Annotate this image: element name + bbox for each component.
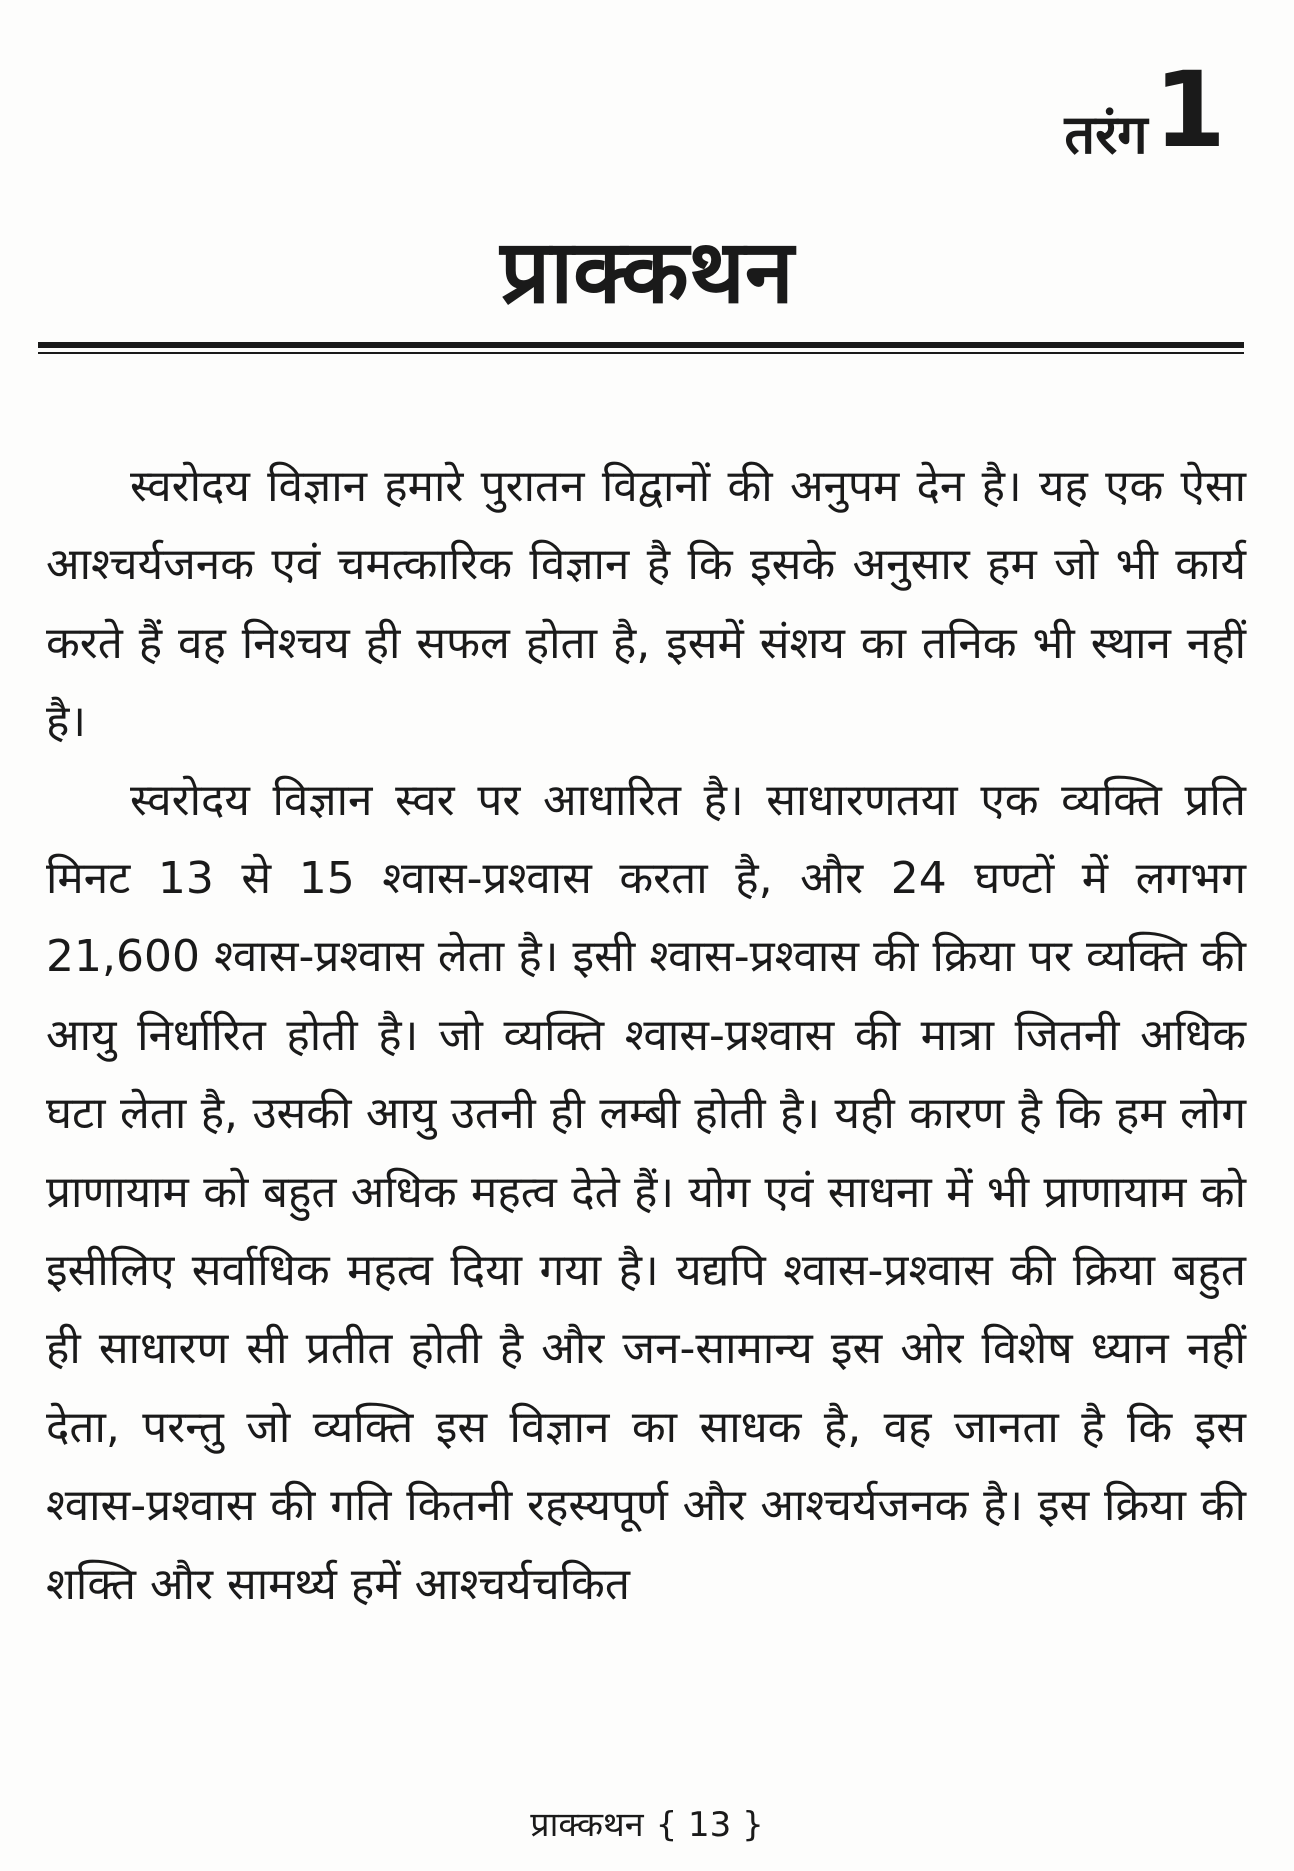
paragraph-1: स्वरोदय विज्ञान हमारे पुरातन विद्वानों की अनुपम देन है। यह एक ऐसा आश्चर्यजनक एवं चमत्कारिक विज्ञान है कि इसके अनुसार हम जो भी कार्य करते हैं वह निश्चय ही सफल होता है, इसमें संशय का तनिक भी स्थान नहीं है। — [46, 461, 1246, 748]
page-footer — [0, 1805, 1294, 1845]
chapter-title: प्राक्कथन — [500, 220, 794, 323]
title-rule-thin — [38, 352, 1244, 354]
chapter-label — [1064, 49, 1226, 171]
paragraph-2: स्वरोदय विज्ञान स्वर पर आधारित है। साधारणतया एक व्यक्ति प्रति मिनट 13 से 15 श्वास-प्रश्वास करता है, और 24 घण्टों में लगभग 21,600 श्वास-प्रश्वास लेता है। इसी श्वास-प्रश्वास की क्रिया पर व्यक्ति की आयु निर्धारित होती है। जो व्यक्ति श्वास-प्रश्वास की मात्रा जितनी अधिक घटा लेता है, उसकी आयु उतनी ही लम्बी होती है। यही कारण है कि हम लोग प्राणायाम को बहुत अधिक महत्व देते हैं। योग एवं साधना में भी प्राणायाम को इसीलिए सर्वाधिक महत्व दिया गया है। यद्यपि श्वास-प्रश्वास की क्रिया बहुत ही साधारण सी प्रतीत होती है और जन-सामान्य इस ओर विशेष ध्यान नहीं देता, परन्तु जो व्यक्ति इस विज्ञान का साधक है, वह जानता है कि इस श्वास-प्रश्वास की गति कितनी रहस्यपूर्ण और आश्चर्यजनक है। इस क्रिया की शक्ति और सामर्थ्य हमें आश्चर्यचकित — [46, 774, 1246, 1610]
body-text — [46, 448, 1246, 1624]
chapter-word: तरंग — [1064, 103, 1148, 166]
footer-running-title: प्राक्कथन — [530, 1805, 644, 1845]
title-rule-thick — [38, 342, 1244, 348]
page-number: { 13 } — [655, 1805, 764, 1845]
chapter-number: 1 — [1153, 49, 1226, 171]
